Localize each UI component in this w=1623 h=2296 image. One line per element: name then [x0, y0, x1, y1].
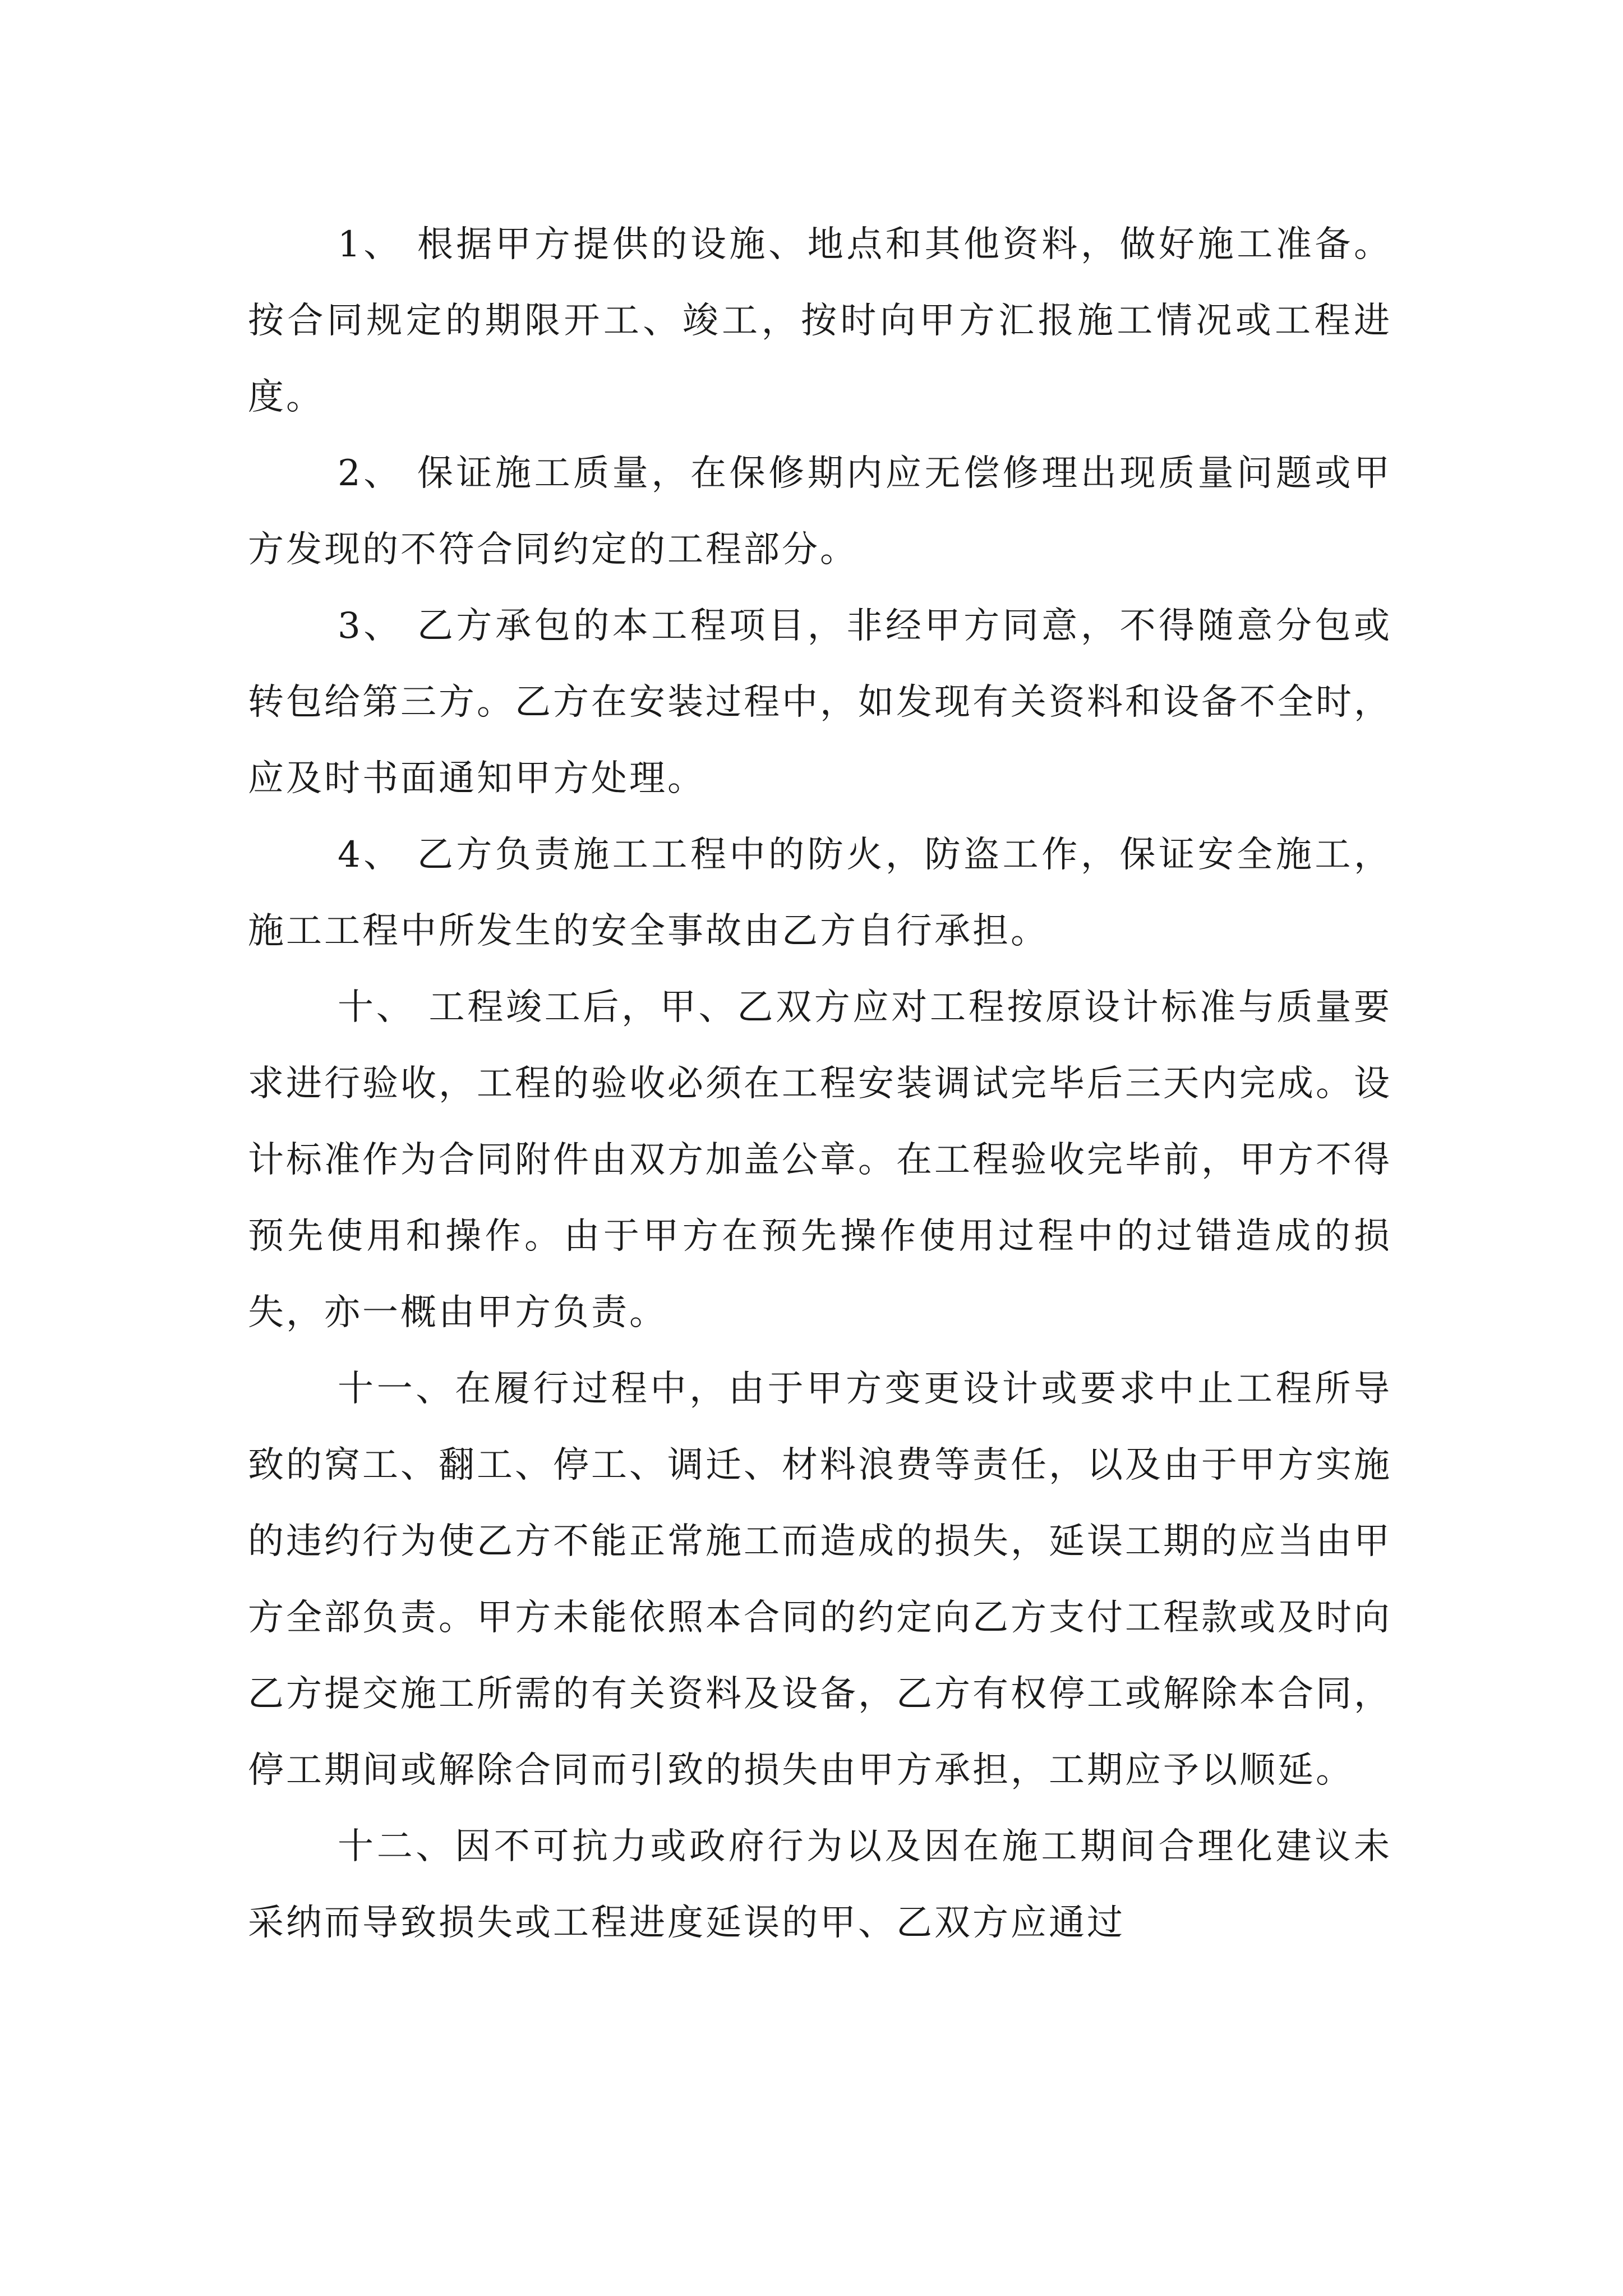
clause-paragraph-1: 1、 根据甲方提供的设施、地点和其他资料，做好施工准备。 按合同规定的期限开工、竣工，按时向甲方汇报施工情况或工程进度。	[248, 224, 1392, 418]
clause-paragraph-10: 十、 工程竣工后，甲、乙双方应对工程按原设计标准与质量要求进行验收，工程的验收必须在工程安装调试完毕后三天内完成。设计标准作为合同附件由双方加盖公章。在工程验收完毕前，甲方不得预先使用和操作。由于甲方在预先操作使用过程中的过错造成的损失，亦一概由甲方负责。	[248, 987, 1392, 1333]
clause-paragraph-12: 十二、因不可抗力或政府行为以及因在施工期间合理化建议未采纳而导致损失或工程进度延误的甲、乙双方应通过	[248, 1826, 1392, 1944]
clause-paragraph-3: 3、 乙方承包的本工程项目，非经甲方同意，不得随意分包或转包给第三方。乙方在安装过程中，如发现有关资料和设备不全时，应及时书面通知甲方处理。	[248, 605, 1392, 799]
clause-paragraph-2: 2、 保证施工质量，在保修期内应无偿修理出现质量问题或甲方发现的不符合同约定的工程部分。	[248, 453, 1392, 570]
clause-paragraph-4: 4、 乙方负责施工工程中的防火，防盗工作，保证安全施工，施工工程中所发生的安全事故由乙方自行承担。	[248, 834, 1392, 952]
contract-body	[248, 206, 1392, 1961]
clause-paragraph-11: 十一、在履行过程中，由于甲方变更设计或要求中止工程所导致的窝工、翻工、停工、调迁、材料浪费等责任，以及由于甲方实施的违约行为使乙方不能正常施工而造成的损失，延误工期的应当由甲方全部负责。甲方未能依照本合同的约定向乙方支付工程款或及时向乙方提交施工所需的有关资料及设备，乙方有权停工或解除本合同，停工期间或解除合同而引致的损失由甲方承担，工期应予以顺延。	[248, 1368, 1392, 1791]
